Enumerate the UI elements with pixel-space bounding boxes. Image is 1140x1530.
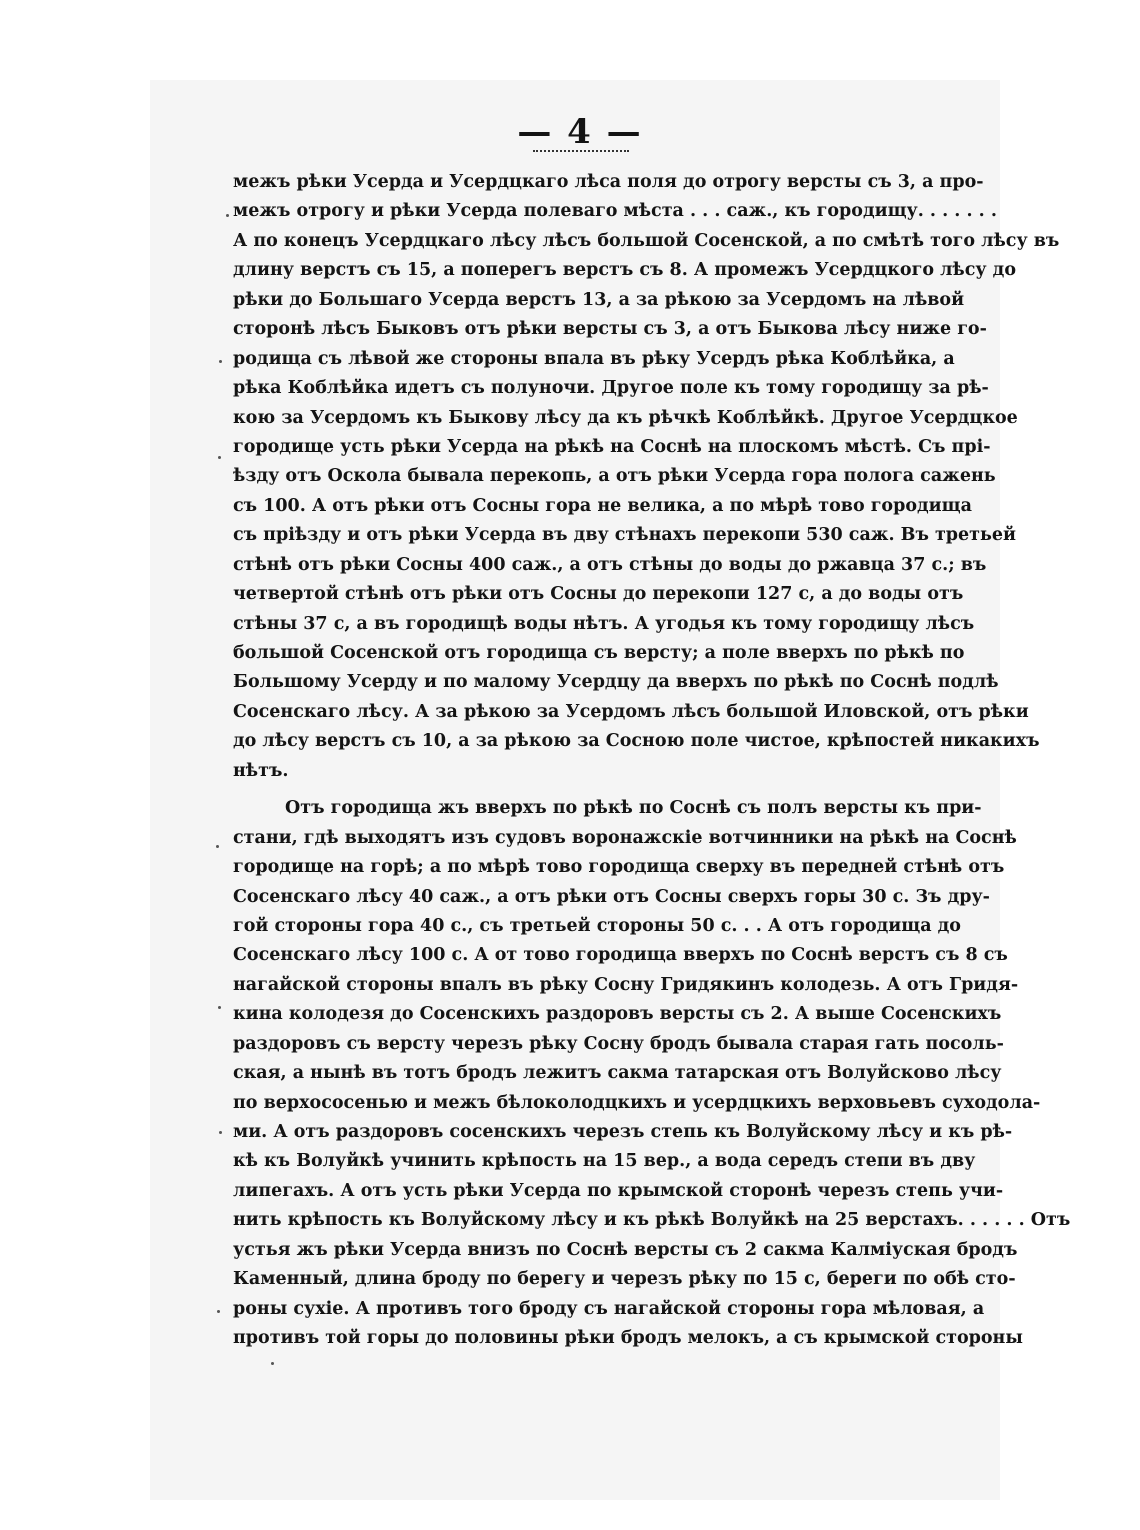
text-line: городище усть рѣки Усерда на рѣкѣ на Соснѣ на плоскомъ мѣстѣ. Съ прі- [233,436,991,457]
text-line: стани, гдѣ выходятъ изъ судовъ воронажскіе вотчинники на рѣкѣ на Соснѣ [233,827,1017,848]
text-line: Каменный, длина броду по берегу и черезъ рѣку по 15 с, береги по обѣ сто- [233,1269,1016,1290]
text-line: липегахъ. А отъ усть рѣки Усерда по крымской сторонѣ черезъ степь учи- [233,1180,1004,1201]
text-line: длину верстъ съ 15, а поперегъ верстъ съ 8. А промежъ Усердцкого лѣсу до [233,260,1017,281]
text-line: стѣнѣ отъ рѣки Сосны 400 саж., а отъ стѣны до воды до ржавца 37 с.; въ [233,554,987,575]
scan-speck [219,1131,222,1134]
paragraph-gap [233,786,938,794]
text-line: ская, а нынѣ въ тотъ бродъ лежитъ сакма татарская отъ Волуйсково лѣсу [233,1063,1002,1084]
text-line: съ 100. А отъ рѣки отъ Сосны гора не велика, а по мѣрѣ тово городища [233,495,972,516]
text-line: роны сухіе. А противъ того броду съ нагайской стороны гора мѣловая, а [233,1298,985,1319]
text-line: городище на горѣ; а по мѣрѣ тово городища сверху въ передней стѣнѣ отъ [233,857,1005,878]
page-number-ornament [533,144,629,152]
scan-speck [271,1362,274,1365]
text-line: кѣ къ Волуйкѣ учинить крѣпость на 15 вер., а вода середъ степи въ дву [233,1151,976,1172]
text-line: рѣка Коблѣйка идетъ съ полуночи. Другое поле къ тому городищу за рѣ- [233,378,989,399]
paragraph [233,168,1060,786]
text-line: нѣтъ. [233,760,289,781]
text-line: Сосенскаго лѣсу 40 саж., а отъ рѣки отъ Сосны сверхъ горы 30 с. Зъ дру- [233,886,990,907]
text-line: нить крѣпость къ Волуйскому лѣсу и къ рѣкѣ Волуйкѣ на 25 верстахъ. . . . . . Отъ [233,1210,1071,1231]
scan-speck [219,360,222,363]
text-line: межъ отрогу и рѣки Усерда полеваго мѣста . . . саж., къ городищу. . . . . . . [233,201,997,222]
text-line: устья жъ рѣки Усерда внизъ по Соснѣ версты съ 2 сакма Калміуская бродъ [233,1239,1018,1260]
text-line: нагайской стороны впалъ въ рѣку Сосну Гридякинъ колодезь. А отъ Гридя- [233,974,1019,995]
text-line: по верхососенью и межъ бѣлоколодцкихъ и усердцкихъ верховьевъ суходола- [233,1092,1041,1113]
text-line: А по конецъ Усердцкаго лѣсу лѣсъ большой Сосенской, а по смѣтѣ того лѣсу въ [233,230,1060,251]
text-line: раздоровъ съ версту черезъ рѣку Сосну бродъ бывала старая гать посоль- [233,1033,1004,1054]
scan-speck [217,1310,220,1313]
paragraph [233,794,1071,1353]
text-line: четвертой стѣнѣ отъ рѣки отъ Сосны до перекопи 127 с, а до воды отъ [233,584,964,605]
text-line: гой стороны гора 40 с., съ третьей стороны 50 с. . . А отъ городища до [233,915,961,936]
page-number: — 4 — [517,112,643,152]
scan-speck [216,845,219,848]
text-line: противъ той горы до половины рѣки бродъ мелокъ, а съ крымской стороны [233,1328,1023,1349]
text-line: кою за Усердомъ къ Быкову лѣсу да къ рѣчкѣ Коблѣйкѣ. Другое Усердцкое [233,407,1018,428]
scan-speck [218,456,221,459]
text-line: Большому Усерду и по малому Усердцу да вверхъ по рѣкѣ по Соснѣ подлѣ [233,672,999,693]
text-line: Сосенскаго лѣсу 100 с. А от тово городища вверхъ по Соснѣ верстъ съ 8 съ [233,945,1008,966]
text-line: Сосенскаго лѣсу. А за рѣкою за Усердомъ лѣсъ большой Иловской, отъ рѣки [233,701,1029,722]
text-line: большой Сосенской отъ городища съ версту; а поле вверхъ по рѣкѣ по [233,643,965,663]
text-line: межъ рѣки Усерда и Усердцкаго лѣса поля до отрогу версты съ 3, а про- [233,172,984,192]
text-line: Отъ городища жъ вверхъ по рѣкѣ по Соснѣ съ полъ версты къ при- [285,798,982,819]
text-line: сторонѣ лѣсъ Быковъ отъ рѣки версты съ 3, а отъ Быкова лѣсу ниже го- [233,319,987,340]
text-line: кина колодезя до Сосенскихъ раздоровъ версты съ 2. А выше Сосенскихъ [233,1004,1002,1025]
body-text [233,168,1071,1354]
text-line: рѣки до Большаго Усерда верстъ 13, а за рѣкою за Усердомъ на лѣвой [233,289,965,310]
text-line: до лѣсу верстъ съ 10, а за рѣкою за Сосною поле чистое, крѣпостей никакихъ [233,731,1040,752]
text-line: стѣны 37 с, а въ городищѣ воды нѣтъ. А угодья къ тому городищу лѣсъ [233,613,975,634]
text-line: съ пріѣзду и отъ рѣки Усерда въ дву стѣнахъ перекопи 530 саж. Въ третьей [233,525,1017,546]
text-line: ѣзду отъ Оскола бывала перекопь, а отъ рѣки Усерда гора полога сажень [233,466,996,487]
scan-speck [218,1006,221,1009]
scan-speck [226,214,229,217]
text-line: родища съ лѣвой же стороны впала въ рѣку Усердъ рѣка Коблѣйка, а [233,348,955,369]
text-line: ми. А отъ раздоровъ сосенскихъ черезъ степь къ Волуйскому лѣсу и къ рѣ- [233,1122,1013,1142]
